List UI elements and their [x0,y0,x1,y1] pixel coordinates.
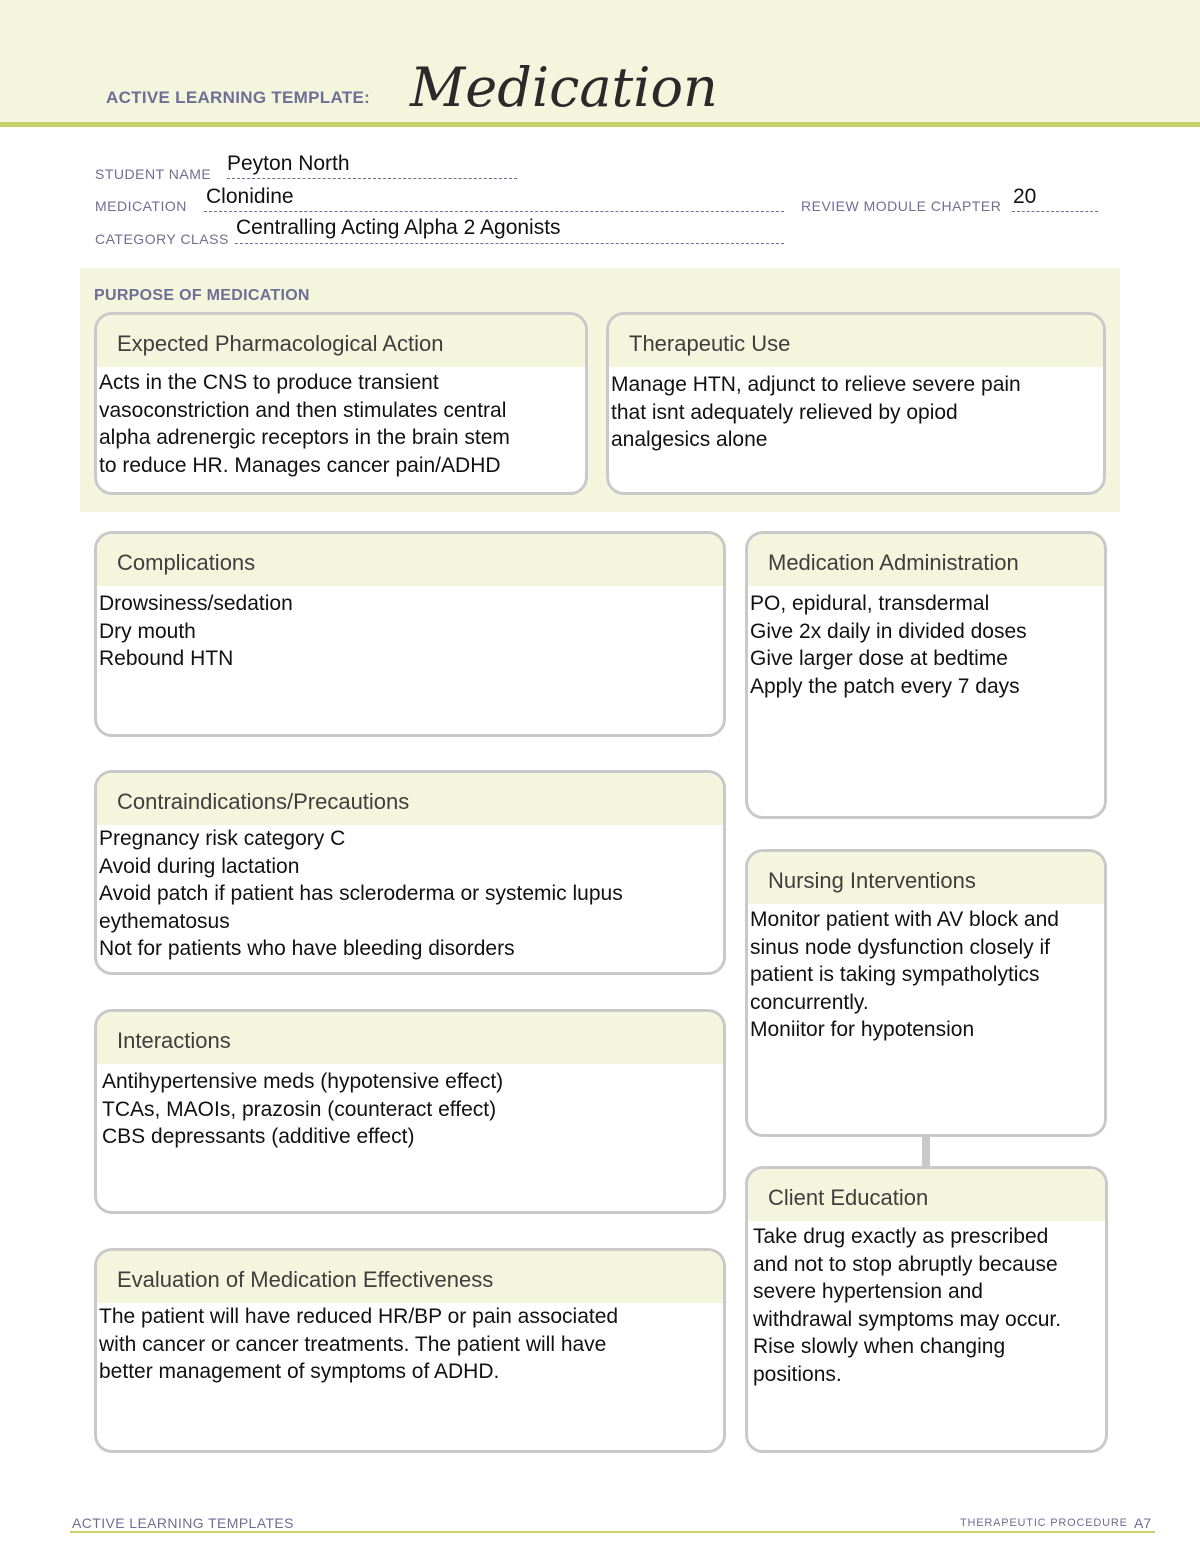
text-line: concurrently. [750,990,869,1014]
text-line: Rise slowly when changing [753,1335,1006,1358]
nursing-interventions-text[interactable] [748,904,1104,1044]
complications-heading: Complications [97,534,723,586]
therapeutic-use-box [606,312,1106,495]
expected-action-heading: Expected Pharmacological Action [97,315,585,367]
client-education-heading: Client Education [748,1169,1105,1221]
review-module-label: REVIEW MODULE CHAPTER [801,198,1002,214]
text-line: Monitor patient with AV block and [750,908,1059,931]
client-education-box [745,1166,1108,1453]
nursing-interventions-box [745,849,1107,1137]
interactions-box [94,1009,726,1214]
complications-box [94,531,726,737]
page-number: A7 [1134,1515,1152,1531]
text-line: Rebound HTN [99,647,234,670]
template-label: ACTIVE LEARNING TEMPLATE: [106,88,371,107]
text-line: CBS depressants (additive effect) [102,1125,415,1148]
text-line: with cancer or cancer treatments. The patient will have [99,1332,607,1356]
student-name-field[interactable]: Peyton North [227,152,350,175]
interactions-heading: Interactions [97,1012,723,1064]
footer-rule [70,1531,1155,1533]
text-line: Give larger dose at bedtime [750,647,1008,670]
text-line: Avoid during lactation [99,854,300,878]
text-line: Pregnancy risk category C [99,827,346,850]
text-line: Antihypertensive meds (hypotensive effect) [102,1070,504,1093]
text-line: Dry mouth [99,619,196,643]
contraindications-box [94,770,726,975]
review-module-line [1012,211,1098,212]
contraindications-heading: Contraindications/Precautions [97,773,723,825]
text-line: TCAs, MAOIs, prazosin (counteract effect) [102,1097,497,1121]
category-class-label: CATEGORY CLASS [95,231,229,247]
purpose-title: PURPOSE OF MEDICATION [94,287,310,304]
text-line: sinus node dysfunction closely if [750,935,1050,959]
contraindications-text[interactable] [97,825,723,963]
text-line: Take drug exactly as prescribed [753,1225,1049,1248]
client-education-text[interactable] [748,1221,1105,1388]
medication-field[interactable]: Clonidine [206,185,294,208]
text-line: Manage HTN, adjunct to relieve severe pain [611,373,1021,396]
category-class-field[interactable]: Centralling Acting Alpha 2 Agonists [236,216,561,239]
evaluation-text[interactable] [97,1303,723,1386]
text-line: Drowsiness/sedation [99,592,293,615]
text-line: patient is taking sympatholytics [750,963,1040,986]
footer-right-label: THERAPEUTIC PROCEDURE [960,1517,1128,1529]
evaluation-box [94,1248,726,1453]
medication-administration-box [745,531,1107,819]
text-line: Moniitor for hypotension [750,1018,975,1041]
text-line: Give 2x daily in divided doses [750,619,1027,643]
therapeutic-use-text[interactable] [609,367,1103,454]
page-title: Medication [410,56,718,119]
text-line: positions. [753,1362,842,1386]
evaluation-heading: Evaluation of Medication Effectiveness [97,1251,723,1303]
text-line: alpha adrenergic receptors in the brain stem [99,426,510,449]
text-line: severe hypertension and [753,1280,983,1303]
category-class-line [235,243,784,244]
text-line: to reduce HR. Manages cancer pain/ADHD [99,453,501,477]
footer-left-label: ACTIVE LEARNING TEMPLATES [72,1515,294,1531]
therapeutic-use-heading: Therapeutic Use [609,315,1103,367]
student-name-line [227,178,517,179]
text-line: that isnt adequately relieved by opiod [611,400,958,424]
medication-label: MEDICATION [95,198,187,214]
box-connector [922,1136,930,1166]
review-module-field[interactable]: 20 [1013,185,1037,208]
text-line: withdrawal symptoms may occur. [753,1307,1062,1331]
text-line: vasoconstriction and then stimulates central [99,398,507,422]
text-line: and not to stop abruptly because [753,1252,1058,1276]
medication-line [204,211,784,212]
header-rule [0,122,1200,127]
student-name-label: STUDENT NAME [95,166,212,182]
nursing-interventions-heading: Nursing Interventions [748,852,1104,904]
medication-administration-heading: Medication Administration [748,534,1104,586]
text-line: Apply the patch every 7 days [750,674,1020,698]
expected-action-text[interactable] [97,367,585,479]
text-line: better management of symptoms of ADHD. [99,1360,500,1383]
expected-action-box [94,312,588,495]
text-line: Avoid patch if patient has scleroderma or systemic lupus [99,882,623,905]
interactions-text[interactable] [97,1064,723,1151]
complications-text[interactable] [97,586,723,673]
text-line: analgesics alone [611,428,768,451]
text-line: eythematosus [99,909,230,933]
text-line: PO, epidural, transdermal [750,592,990,615]
medication-administration-text[interactable] [748,586,1104,700]
text-line: The patient will have reduced HR/BP or pain associated [99,1305,619,1328]
text-line: Acts in the CNS to produce transient [99,371,439,394]
text-line: Not for patients who have bleeding disorders [99,937,515,960]
